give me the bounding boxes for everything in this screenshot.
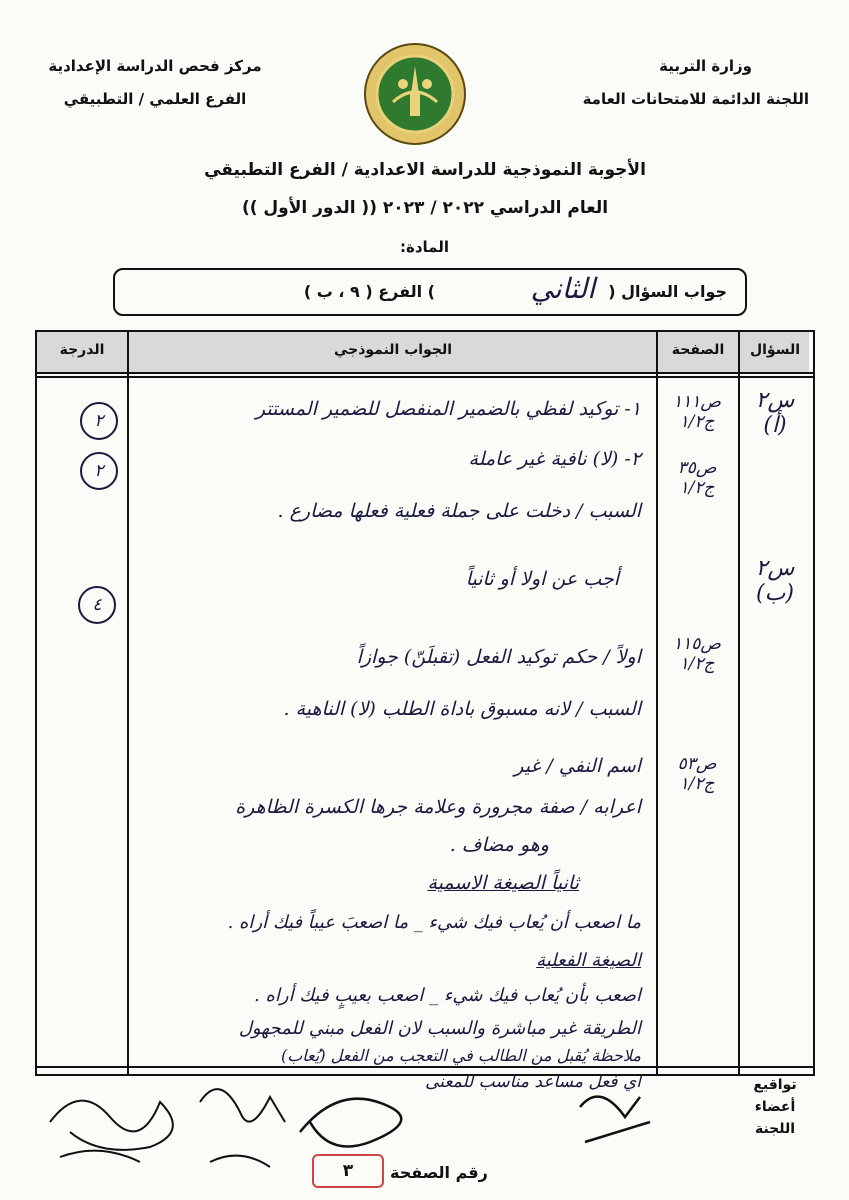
question-label-a: س٢ (أ) <box>755 388 795 438</box>
answer-line: ١- توكيد لفظي بالضمير المنفصل للضمير المستتر <box>255 398 641 420</box>
answer-line: اي فعل مساعد مناسب للمعنى <box>425 1072 641 1092</box>
center-label: مركز فحص الدراسة الإعدادية <box>48 57 262 75</box>
question-label-b: س٢ (ب) <box>755 556 795 606</box>
ministry-label: وزارة التربية <box>659 57 752 75</box>
answer-line: أجب عن اولا أو ثانياً <box>465 568 619 590</box>
committee-label: اللجنة الدائمة للامتحانات العامة <box>582 90 809 108</box>
document-title: الأجوبة النموذجية للدراسة الاعدادية / الفرع التطبيقي <box>204 160 646 180</box>
grade-circle-1: ٢ <box>80 402 118 440</box>
answer-line: اصعب بأن يُعاب فيك شيء _ اصعب بعيبٍ فيك أراه . <box>254 985 641 1006</box>
answer-line: ثانياً الصيغة الاسمية <box>427 872 579 894</box>
column-header-question: السؤال <box>749 342 801 358</box>
column-header-page: الصفحة <box>671 342 725 358</box>
subject-label: المادة: <box>399 238 449 256</box>
academic-year: العام الدراسي ٢٠٢٢ / ٢٠٢٣ (( الدور الأول )) <box>241 198 609 218</box>
answer-line: اعرابه / صفة مجرورة وعلامة جرها الكسرة الظاهرة <box>235 796 641 818</box>
page-ref-3: ص١١٥ ج١/٢ <box>673 634 721 674</box>
page-ref-2: ص٣٥ ج١/٢ <box>677 458 717 498</box>
answer-line: اسم النفي / غير <box>514 755 641 777</box>
grade-circle-3: ٤ <box>78 586 116 624</box>
question-number-handwritten: الثاني <box>530 272 595 305</box>
ministry-seal-logo <box>363 42 467 146</box>
answer-line: ملاحظة يُقبل من الطالب في التعجب من الفعل (يُعاب) <box>280 1046 641 1065</box>
page-number-box: ٣ <box>312 1154 384 1188</box>
grade-circle-2: ٢ <box>80 452 118 490</box>
branch-selection-label: ) الفرع ( ٩ ، ب ) <box>303 282 435 301</box>
column-header-answer: الجواب النموذجي <box>333 342 453 358</box>
page-ref-1: ص١١١ ج١/٢ <box>673 392 721 432</box>
answer-line: السبب / لانه مسبوق باداة الطلب (لا) الناهية . <box>283 698 641 720</box>
answer-line: الصيغة الفعلية <box>536 950 641 971</box>
answer-line: الطريقة غير مباشرة والسبب لان الفعل مبني للمجهول <box>238 1018 641 1039</box>
answer-question-label: جواب السؤال ( <box>608 282 727 301</box>
answer-header-box <box>113 268 747 316</box>
answer-line: اولاً / حكم توكيد الفعل (تقبلَنّ) جوازاً <box>356 646 641 668</box>
column-header-grade: الدرجة <box>59 342 105 358</box>
answer-line: وهو مضاف . <box>449 834 549 856</box>
answer-line: ما اصعب أن يُعاب فيك شيء _ ما اصعبَ عيباً فيك أراه . <box>227 912 641 933</box>
signatures-label: تواقيع أعضاء اللجنة <box>753 1077 797 1137</box>
page-ref-4: ص٥٣ ج١/٢ <box>677 754 717 794</box>
answer-line: السبب / دخلت على جملة فعلية فعلها مضارع . <box>277 500 641 522</box>
page-number-label: رقم الصفحة <box>390 1163 488 1182</box>
answer-line: ٢- (لا) نافية غير عاملة <box>468 448 641 470</box>
branch-label: الفرع العلمي / التطبيقي <box>63 90 247 108</box>
